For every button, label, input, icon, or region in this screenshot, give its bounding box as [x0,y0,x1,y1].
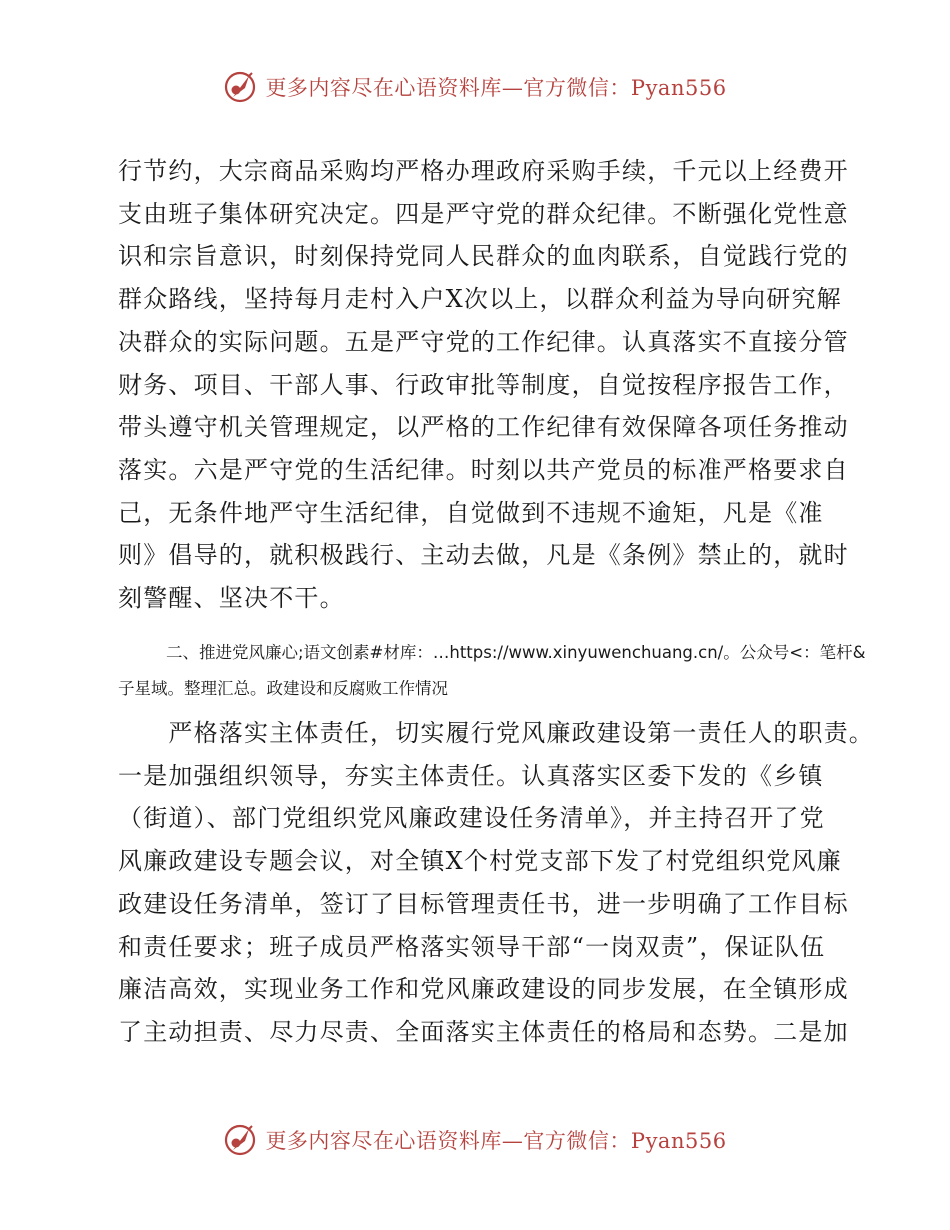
heading-line: 二、推进党风廉心;语文创素#材库：…https://www.xinyuwenchuang.cn/。公众号<：笔杆& [166,643,866,662]
text-line: 了主动担责、尽力尽责、全面落实主体责任的格局和态势。二是加 [118,1017,849,1046]
text-line: 严格落实主体责任，切实履行党风廉政建设第一责任人的职责。 [118,719,874,747]
text-line: 支由班子集体研究决定。四是严守党的群众纪律。不断强化党性意 [118,199,849,228]
quill-logo-icon [223,1123,257,1157]
text-line: 廉洁高效，实现业务工作和党风廉政建设的同步发展，在全镇形成 [118,975,849,1004]
text-line: 带头遵守机关管理规定，以严格的工作纪律有效保障各项任务推动 [118,413,849,442]
heading-line: 子星域。整理汇总。政建设和反腐败工作情况 [118,679,448,698]
text-line: 识和宗旨意识，时刻保持党同人民群众的血肉联系，自觉践行党的 [118,242,849,271]
paragraph-1 [118,150,849,620]
text-line: 政建设任务清单，签订了目标管理责任书，进一步明确了工作目标 [118,889,849,918]
section-heading [118,635,866,707]
text-line: 财务、项目、干部人事、行政审批等制度，自觉按程序报告工作， [118,370,849,399]
text-line: 己，无条件地严守生活纪律，自觉做到不违规不逾矩，凡是《准 [118,498,824,527]
text-line: 行节约，大宗商品采购均严格办理政府采购手续，千元以上经费开 [118,157,849,185]
text-line: 决群众的实际问题。五是严守党的工作纪律。认真落实不直接分管 [118,327,849,356]
header-banner [0,70,950,104]
text-line: （街道）、部门党组织党风廉政建设任务清单》，并主持召开了党 [118,804,825,833]
banner-text: 更多内容尽在心语资料库—官方微信：Pyan556 [265,1129,727,1153]
text-line: 一是加强组织领导，夯实主体责任。认真落实区委下发的《乡镇 [118,761,824,790]
banner-text: 更多内容尽在心语资料库—官方微信：Pyan556 [265,76,727,100]
text-line: 群众路线，坚持每月走村入户X次以上，以群众利益为导向研究解 [118,285,842,314]
paragraph-2 [118,712,874,1054]
text-line: 落实。六是严守党的生活纪律。时刻以共产党员的标准严格要求自 [118,455,849,484]
footer-banner [0,1123,950,1157]
text-line: 风廉政建设专题会议，对全镇X个村党支部下发了村党组织党风廉 [118,847,842,876]
text-line: 刻警醒、坚决不干。 [118,584,345,613]
text-line: 则》倡导的，就积极践行、主动去做，凡是《条例》禁止的，就时 [118,541,849,570]
text-line: 和责任要求；班子成员严格落实领导干部“一岗双责”，保证队伍 [118,932,826,961]
quill-logo-icon [223,70,257,104]
